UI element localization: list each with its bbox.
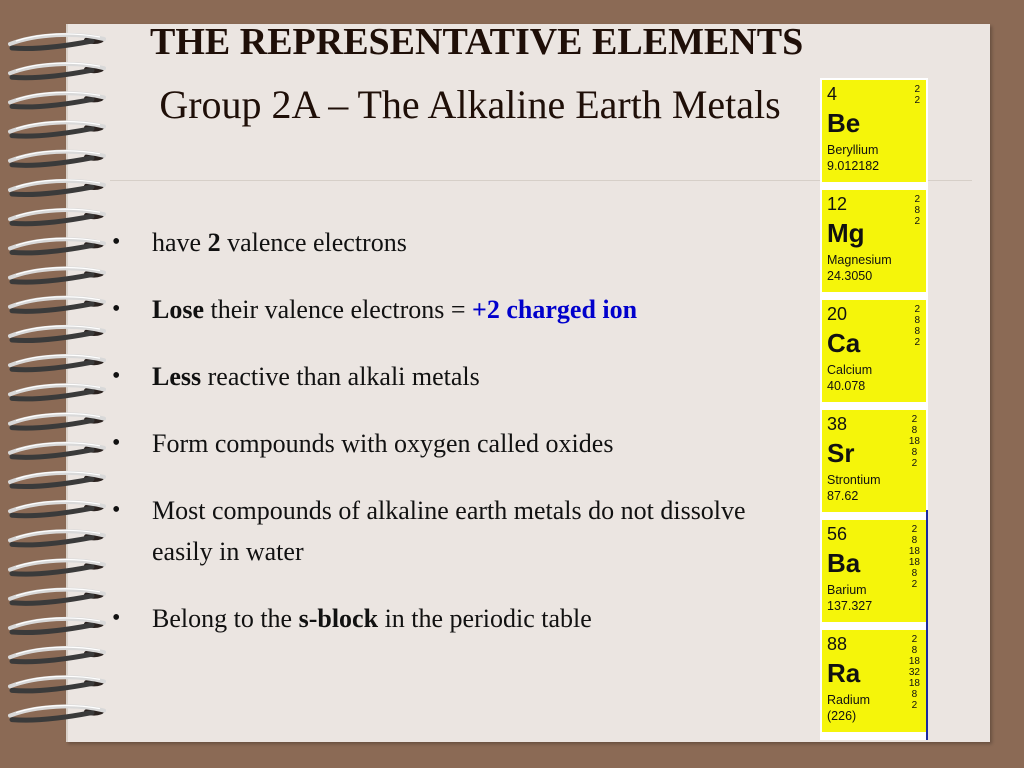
shell-count: 2 <box>911 414 918 425</box>
bullet-item <box>112 490 772 572</box>
shell-count: 8 <box>911 689 918 700</box>
shell-count: 8 <box>914 205 920 216</box>
shell-count: 32 <box>908 667 920 678</box>
shell-count: 8 <box>911 535 918 546</box>
shell-count: 8 <box>914 326 920 337</box>
spiral-coil <box>10 122 104 137</box>
shell-count: 8 <box>911 645 918 656</box>
shell-count: 2 <box>914 216 920 227</box>
shell-count: 2 <box>911 458 918 469</box>
bullet-text: have <box>152 228 208 257</box>
spiral-coil <box>10 92 104 107</box>
atomic-mass: 87.62 <box>827 489 859 503</box>
bullet-marker: • <box>112 430 121 456</box>
shell-count: 2 <box>914 337 920 348</box>
bullet-text: their valence electrons = <box>204 295 473 324</box>
spiral-coil <box>10 209 104 224</box>
atomic-mass: 9.012182 <box>827 159 880 173</box>
atomic-mass: 24.3050 <box>827 269 873 283</box>
spiral-coil <box>10 501 104 516</box>
electron-shells <box>909 634 920 711</box>
spiral-coil <box>10 414 104 429</box>
element-symbol: Ca <box>827 328 861 358</box>
element-name: Magnesium <box>827 253 892 267</box>
element-name: Calcium <box>827 363 873 377</box>
spiral-coil <box>10 706 104 721</box>
spiral-coil <box>10 238 104 253</box>
electron-shells <box>909 524 920 590</box>
periodic-table-column <box>820 78 928 740</box>
bullet-text: Less <box>152 362 202 391</box>
shell-count: 8 <box>911 568 918 579</box>
bullet-marker: • <box>112 229 121 255</box>
element-name: Beryllium <box>827 143 879 157</box>
bullet-text: s-block <box>298 604 379 633</box>
shell-count: 18 <box>908 656 920 667</box>
shell-count: 2 <box>911 700 918 711</box>
bullet-text: reactive than alkali metals <box>201 362 480 391</box>
shell-count: 2 <box>914 84 920 95</box>
element-symbol: Mg <box>827 218 865 248</box>
atomic-number: 38 <box>827 414 848 434</box>
shell-count: 18 <box>908 436 920 447</box>
spiral-coil <box>10 589 104 604</box>
spiral-coil <box>10 647 104 662</box>
bullet-item <box>112 598 772 639</box>
element-symbol: Ba <box>827 548 861 578</box>
bullet-text: +2 charged ion <box>472 295 638 324</box>
shell-count: 2 <box>911 579 918 590</box>
atomic-number: 12 <box>827 194 848 214</box>
bullet-text: Belong to the <box>152 604 299 633</box>
shell-count: 18 <box>908 546 920 557</box>
element-cell-mg <box>822 190 926 292</box>
bullet-text: Lose <box>152 295 204 324</box>
spiral-coil <box>10 676 104 691</box>
bullet-item <box>112 356 772 397</box>
shell-count: 2 <box>911 634 918 645</box>
bullet-item <box>112 222 772 263</box>
bullet-text: valence electrons <box>220 228 407 257</box>
atomic-mass: 40.078 <box>827 379 866 393</box>
element-symbol: Ra <box>827 658 861 688</box>
atomic-mass: (226) <box>827 709 857 723</box>
electron-shells <box>914 194 920 227</box>
bullet-item <box>112 423 772 464</box>
bullet-text: Most compounds of alkaline earth metals do not dissolve easily in water <box>152 496 746 566</box>
shell-count: 8 <box>911 425 918 436</box>
bullet-marker: • <box>112 296 121 322</box>
bullet-list <box>112 222 772 665</box>
spiral-coil <box>10 443 104 458</box>
shell-count: 2 <box>914 95 920 106</box>
bullet-text: Form compounds with oxygen called oxides <box>152 429 614 458</box>
slide-title: THE REPRESENTATIVE ELEMENTS <box>150 21 804 63</box>
spiral-binding <box>6 28 116 740</box>
spiral-coil <box>10 384 104 399</box>
element-cell-sr <box>822 410 926 512</box>
atomic-mass: 137.327 <box>827 599 873 613</box>
element-cell-ra <box>822 630 926 732</box>
spiral-coil <box>10 326 104 341</box>
spiral-coil <box>10 355 104 370</box>
table-border-line <box>926 510 928 740</box>
element-name: Strontium <box>827 473 881 487</box>
shell-count: 18 <box>908 557 920 568</box>
spiral-coil <box>10 180 104 195</box>
bullet-item <box>112 289 772 330</box>
spiral-coil <box>10 34 104 49</box>
shell-count: 2 <box>914 194 920 205</box>
element-cell-ba <box>822 520 926 622</box>
spiral-coil <box>10 530 104 545</box>
atomic-number: 56 <box>827 524 848 544</box>
bullet-text: in the periodic table <box>378 604 592 633</box>
shell-count: 2 <box>914 304 920 315</box>
spiral-coil <box>10 618 104 633</box>
element-symbol: Sr <box>827 438 855 468</box>
element-cell-be <box>822 80 926 182</box>
shell-count: 8 <box>911 447 918 458</box>
shell-count: 2 <box>911 524 918 535</box>
bullet-marker: • <box>112 363 121 389</box>
bullet-marker: • <box>112 497 121 523</box>
slide-subtitle: Group 2A – The Alkaline Earth Metals <box>159 82 781 127</box>
atomic-number: 4 <box>827 84 838 104</box>
spiral-coil <box>10 63 104 78</box>
spiral-coil <box>10 472 104 487</box>
shell-count: 8 <box>914 315 920 326</box>
element-symbol: Be <box>827 108 861 138</box>
spiral-coil <box>10 297 104 312</box>
atomic-number: 88 <box>827 634 848 654</box>
electron-shells <box>914 304 920 348</box>
element-name: Radium <box>827 693 871 707</box>
electron-shells <box>909 414 920 469</box>
bullet-marker: • <box>112 605 121 631</box>
element-name: Barium <box>827 583 867 597</box>
element-cell-ca <box>822 300 926 402</box>
electron-shells <box>914 84 920 106</box>
shell-count: 18 <box>908 678 920 689</box>
spiral-coil <box>10 151 104 166</box>
spiral-coil <box>10 560 104 575</box>
spiral-coil <box>10 268 104 283</box>
bullet-text: 2 <box>207 228 221 257</box>
atomic-number: 20 <box>827 304 848 324</box>
